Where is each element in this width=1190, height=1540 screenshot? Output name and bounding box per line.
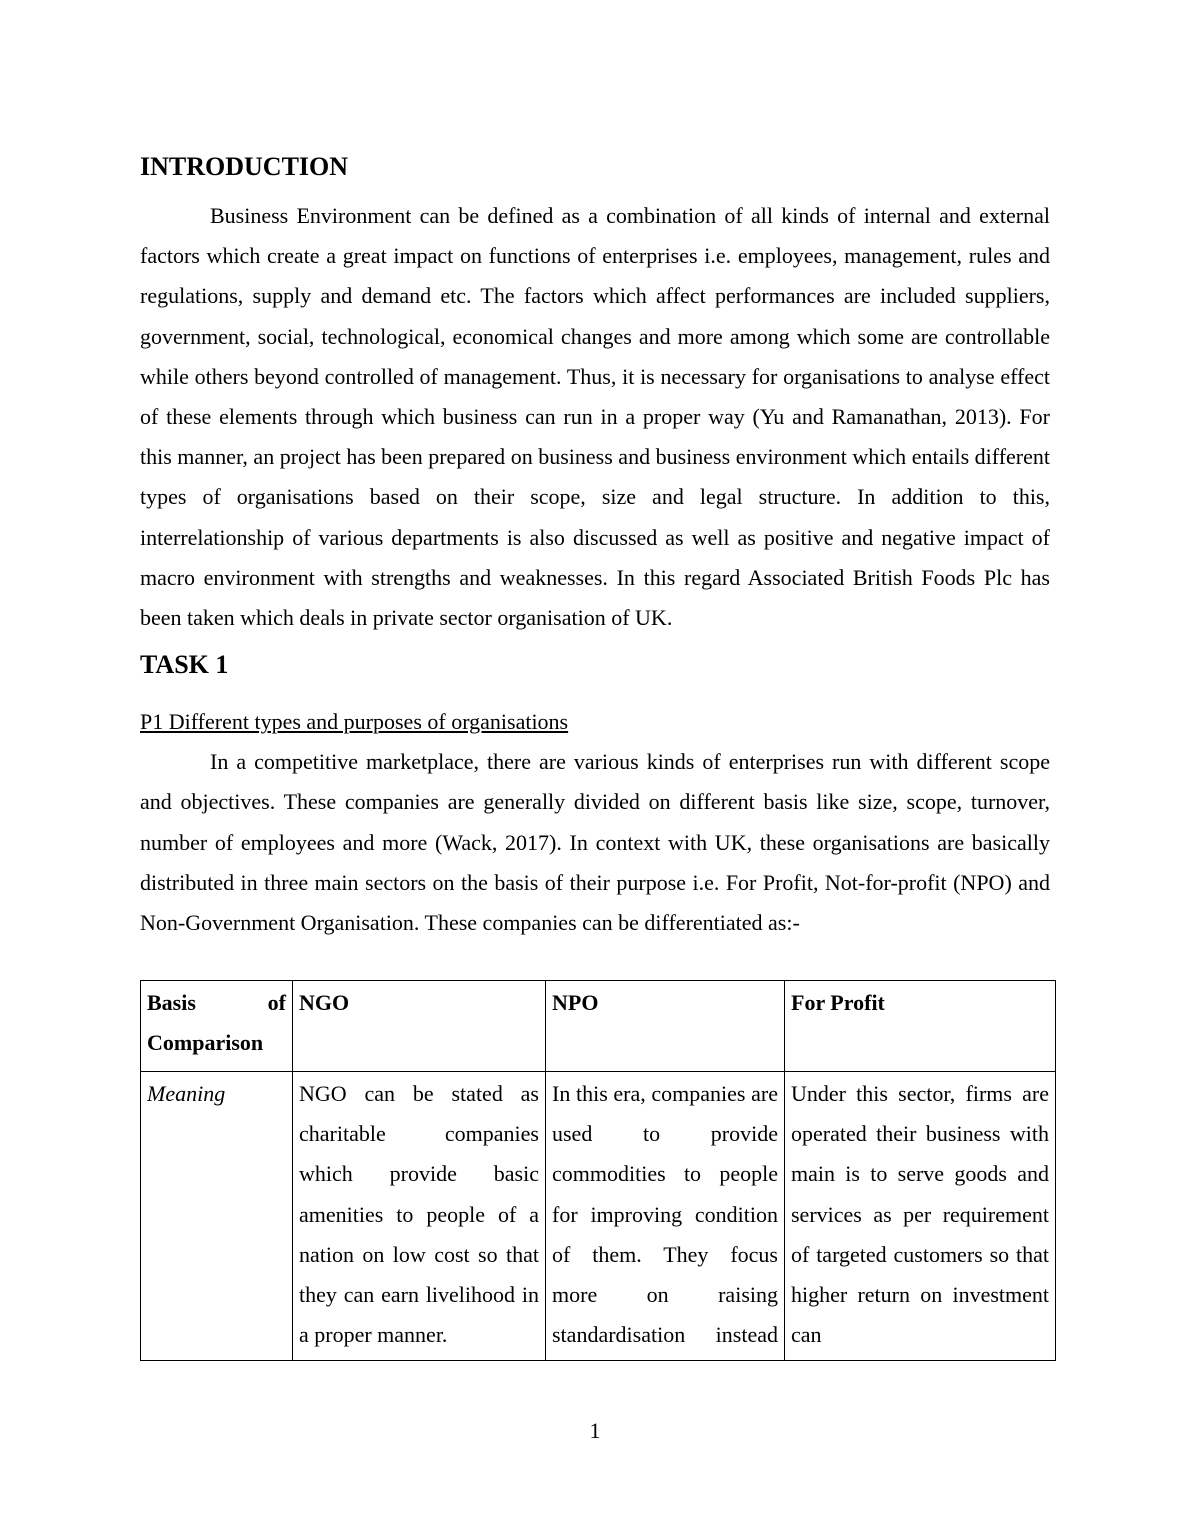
row-label-text: Meaning <box>147 1081 226 1106</box>
of-header-word: of <box>267 990 286 1015</box>
comparison-header-word: Comparison <box>147 1030 264 1056</box>
cell-for-profit-text: Under this sector, firms are operated their business with main is to serve goods and services as per requirement of targeted customers so that higher return on investment can <box>791 1081 1049 1348</box>
cell-ngo-meaning <box>293 1072 546 1361</box>
header-for-profit: For Profit <box>785 981 1056 1072</box>
basis-header-word: Basis <box>147 990 196 1015</box>
page-number: 1 <box>589 1418 601 1443</box>
cell-for-profit-meaning <box>785 1072 1056 1361</box>
comparison-table <box>140 980 1056 1361</box>
row-label-meaning <box>141 1072 293 1361</box>
header-ngo: NGO <box>293 981 546 1072</box>
cell-npo-text: In this era, companies are used to provide commodities to people for improving condition of them. They focus more on raising standardisation instead <box>552 1081 778 1348</box>
cell-npo-meaning <box>546 1072 785 1361</box>
task1-subheading: P1 Different types and purposes of organisations <box>140 709 569 735</box>
introduction-paragraph: Business Environment can be defined as a combination of all kinds of internal and external factors which create a great impact on functions of enterprises i.e. employees, management, rules and regulations, supply and demand etc. The factors which affect performances are included suppliers, government, social, technological, economical changes and more among which some are controllable while others beyond controlled of management. Thus, it is necessary for organisations to analyse effect of these elements through which business can run in a proper way (Yu and Ramanathan, 2013). For this manner, an project has been prepared on business and business environment which entails different types of organisations based on their scope, size and legal structure. In addition to this, interrelationship of various departments is also discussed as well as positive and negative impact of macro environment with strengths and weaknesses. In this regard Associated British Foods Plc has been taken which deals in private sector organisation of UK. <box>140 203 1050 631</box>
cell-ngo-text: NGO can be stated as charitable companies which provide basic amenities to people of a nation on low cost so that they can earn livelihood in a proper manner. <box>299 1081 539 1348</box>
header-basis-of-comparison <box>141 981 293 1072</box>
header-npo: NPO <box>546 981 785 1072</box>
table-row <box>141 1072 1056 1361</box>
page-content <box>140 150 1050 943</box>
table-header-row <box>141 981 1056 1072</box>
task1-heading: TASK 1 <box>140 650 229 680</box>
introduction-heading: INTRODUCTION <box>140 152 349 181</box>
task1-paragraph: In a competitive marketplace, there are various kinds of enterprises run with different scope and objectives. These companies are generally divided on different basis like size, scope, turnover, number of employees and more (Wack, 2017). In context with UK, these organisations are basically distributed in three main sectors on the basis of their purpose i.e. For Profit, Not-for-profit (NPO) and Non-Government Organisation. These companies can be differentiated as:- <box>140 749 1050 936</box>
basis-header-line <box>147 983 286 1023</box>
